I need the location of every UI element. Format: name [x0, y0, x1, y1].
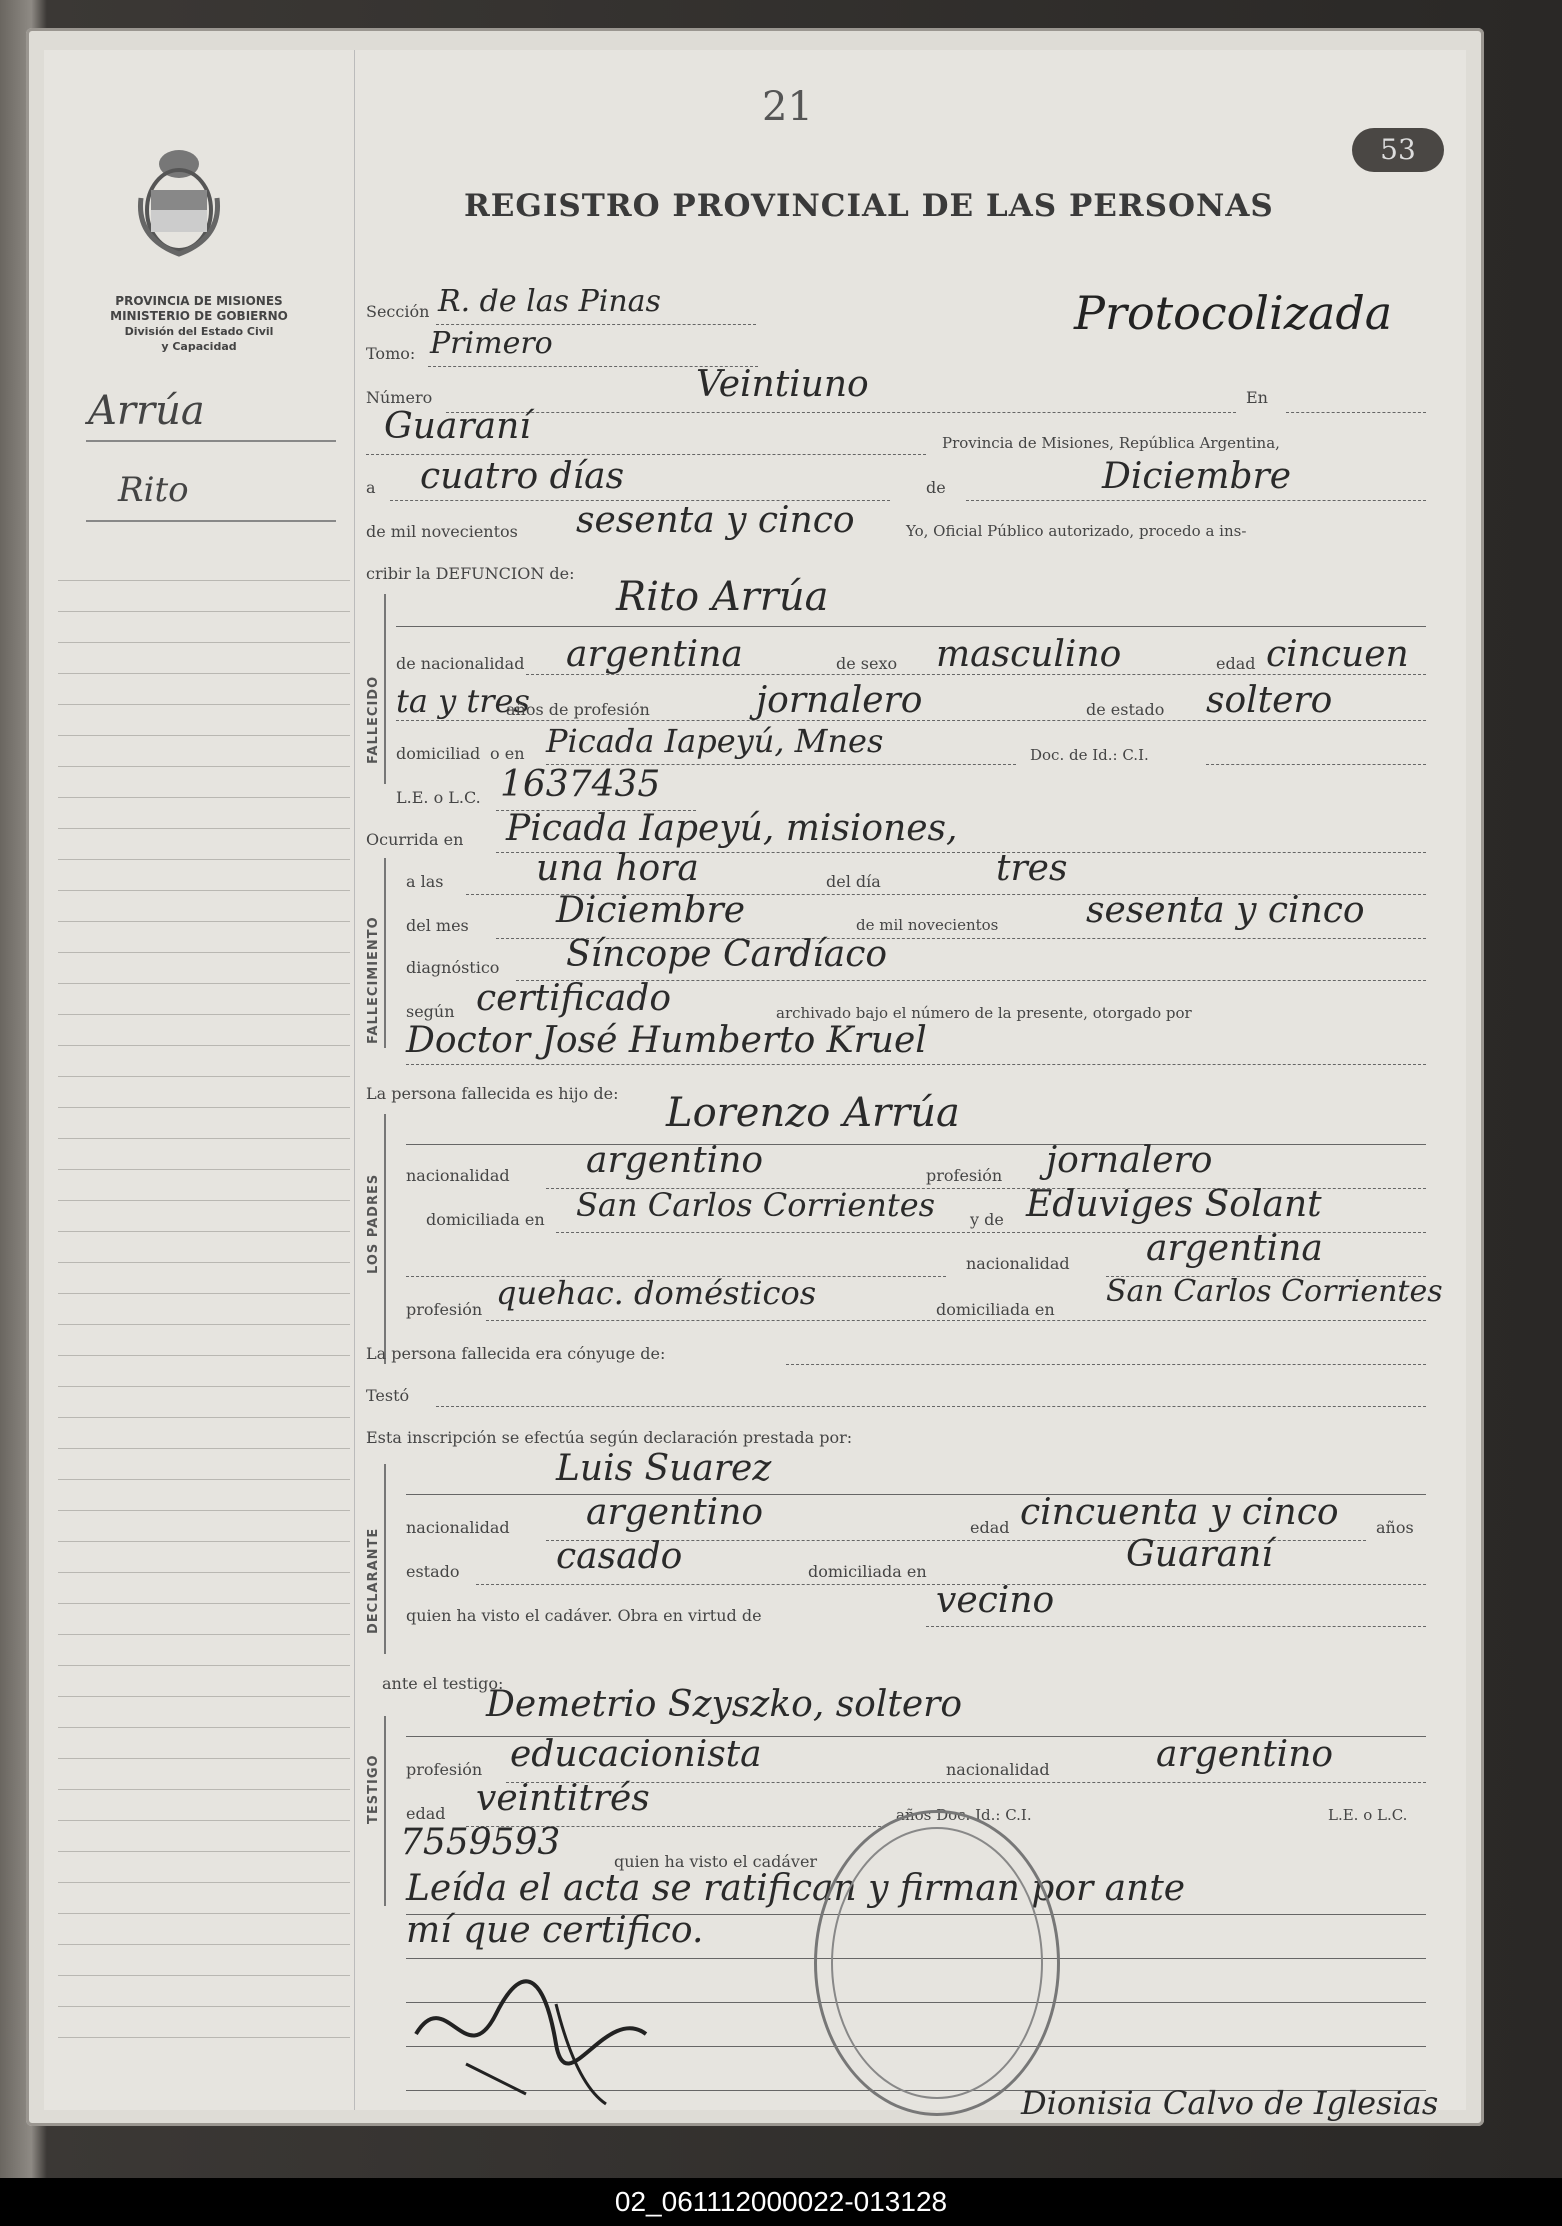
hijo-label: La persona fallecida es hijo de: [366, 1084, 619, 1103]
register-page-inner [44, 50, 1466, 2122]
profesion-value: jornalero [756, 680, 923, 721]
declarante-bracket [384, 1464, 386, 1654]
testigo-label: ante el testigo: [382, 1674, 504, 1693]
testigo-le-label: L.E. o L.C. [1328, 1806, 1408, 1824]
domicilio-label: domiciliad [396, 744, 481, 763]
issuing-office [64, 294, 334, 354]
office-line-4: y Capacidad [161, 340, 237, 353]
testigo-edad-label: edad [406, 1804, 446, 1823]
testigo-nacionalidad-value: argentino [1156, 1734, 1334, 1775]
anio-value: sesenta y cinco [576, 500, 855, 541]
alas-label: a las [406, 872, 444, 891]
office-line-1: PROVINCIA DE MISIONES [115, 294, 283, 308]
domicilio-en: o en [490, 744, 525, 763]
declarante-nacionalidad-label: nacionalidad [406, 1518, 510, 1537]
fallecido-name: Rito Arrúa [616, 574, 829, 620]
sexo-label: de sexo [836, 654, 898, 673]
page-number: 21 [762, 84, 813, 130]
a-label: a [366, 478, 376, 497]
official-seal-inner [831, 1827, 1043, 2099]
dia2-value: tres [996, 848, 1068, 889]
side-label-declarante: DECLARANTE [366, 1527, 381, 1634]
padre-profesion-label: profesión [926, 1166, 1003, 1185]
fill-line [446, 412, 1236, 413]
segun-value: certificado [476, 978, 672, 1019]
margin-line [86, 440, 336, 442]
fill-line [396, 720, 1426, 721]
side-label-testigo: TESTIGO [366, 1754, 381, 1824]
testigo-profesion-label: profesión [406, 1760, 483, 1779]
margin-surname: Arrúa [88, 388, 205, 434]
nacionalidad-label: de nacionalidad [396, 654, 525, 673]
ruled-lines [58, 550, 350, 2060]
edad-label: edad [1216, 654, 1256, 673]
madre-domicilio-label: domiciliada en [936, 1300, 1055, 1319]
estado-label: de estado [1086, 700, 1165, 719]
declarante-visto-label: quien ha visto el cadáver. Obra en virtud de [406, 1606, 762, 1625]
edad-value-1: cincuen [1266, 634, 1409, 675]
madre-value: Eduviges Solant [1026, 1184, 1322, 1225]
page-title: REGISTRO PROVINCIAL DE LAS PERSONAS [464, 188, 1274, 224]
milnov-label: de mil novecientos [856, 916, 999, 934]
fill-line [1206, 764, 1426, 765]
image-caption: 02_061112000022-013128 [0, 2178, 1562, 2226]
provincia-text: Provincia de Misiones, República Argentina, [942, 434, 1280, 452]
padre-profesion-value: jornalero [1046, 1140, 1213, 1181]
leida-text-2: mí que certifico. [406, 1910, 704, 1951]
fill-line [966, 500, 1426, 501]
declarante-estado-label: estado [406, 1562, 460, 1581]
testigo-edad-value: veintitrés [476, 1778, 650, 1819]
domicilio-value: Picada Iapeyú, Mnes [546, 722, 884, 760]
declarante-value: Luis Suarez [556, 1448, 772, 1489]
testigo-value: Demetrio Szyszko, soltero [486, 1684, 963, 1725]
fill-line [406, 1144, 1426, 1145]
padre-nacionalidad-value: argentino [586, 1140, 764, 1181]
madre-nacionalidad-label: nacionalidad [966, 1254, 1070, 1273]
inscripcion-text: Esta inscripción se efectúa según declaración prestada por: [366, 1428, 853, 1447]
tomo-value: Primero [430, 326, 553, 361]
anio2-value: sesenta y cinco [1086, 890, 1365, 931]
padre-value: Lorenzo Arrúa [666, 1090, 960, 1136]
segun-label: según [406, 1002, 455, 1021]
fill-line [406, 1064, 1426, 1065]
padre-domicilio-label: domiciliada en [426, 1210, 545, 1229]
protocol-annotation: Protocolizada [1074, 286, 1393, 340]
declarante-domicilio-value: Guaraní [1126, 1534, 1273, 1575]
declarante-visto-value: vecino [936, 1580, 1055, 1621]
margin-line [86, 520, 336, 522]
nacionalidad-value: argentina [566, 634, 743, 675]
madre-domicilio-value: San Carlos Corrientes [1106, 1274, 1443, 1309]
leida-text-1: Leída el acta se ratifican y firman por ante [406, 1868, 1186, 1909]
index-column [44, 50, 355, 2110]
official-seal-icon [814, 1810, 1060, 2116]
profesion-label: años de profesión [506, 700, 650, 719]
de-label: de [926, 478, 946, 497]
side-label-fallecimiento: FALLECIMIENTO [366, 916, 381, 1044]
fill-line [786, 1364, 1426, 1365]
diag-value: Síncope Cardíaco [566, 934, 888, 975]
office-line-3: División del Estado Civil [124, 325, 274, 338]
doc-label: Doc. de Id.: C.I. [1030, 746, 1149, 764]
office-line-2: MINISTERIO DE GOBIERNO [110, 309, 288, 323]
delmes-label: del mes [406, 916, 469, 935]
fallecido-bracket [384, 594, 386, 784]
declarante-estado-value: casado [556, 1536, 683, 1577]
tomo-label: Tomo: [366, 344, 416, 363]
conyuge-label: La persona fallecida era cónyuge de: [366, 1344, 666, 1363]
seccion-label: Sección [366, 302, 430, 321]
register-page [26, 28, 1484, 2126]
fill-line [366, 454, 926, 455]
fill-line [396, 626, 1426, 627]
diag-label: diagnóstico [406, 958, 500, 977]
testigo-le-value: 7559593 [400, 1822, 561, 1863]
sexo-value: masculino [936, 634, 1122, 675]
archivado-text: archivado bajo el número de la presente, otorgado por [776, 1004, 1192, 1022]
testo-label: Testó [366, 1386, 410, 1405]
side-label-fallecido: FALLECIDO [366, 675, 381, 764]
declarante-edad-value: cincuenta y cinco [1020, 1492, 1339, 1533]
testigo-profesion-value: educacionista [510, 1734, 762, 1775]
estado-value: soltero [1206, 680, 1333, 721]
declarante-nacionalidad-value: argentino [586, 1492, 764, 1533]
mes2-value: Diciembre [556, 890, 746, 931]
testigo-visto-label: quien ha visto el cadáver [614, 1852, 818, 1871]
padre-domicilio-value: San Carlos Corrientes [576, 1186, 936, 1224]
fill-line [1286, 412, 1426, 413]
fill-line [436, 324, 756, 325]
ocurrida-value: Picada Iapeyú, misiones, [506, 808, 958, 849]
coat-of-arms-icon [136, 138, 222, 258]
padre-nacionalidad-label: nacionalidad [406, 1166, 510, 1185]
dia-value: cuatro días [420, 456, 625, 497]
numero-label: Número [366, 388, 433, 407]
numero-value: Veintiuno [696, 364, 869, 405]
madre-nacionalidad-value: argentina [1146, 1228, 1323, 1269]
doctor-value: Doctor José Humberto Kruel [406, 1020, 927, 1061]
edad-value-2: ta y tres [396, 682, 530, 720]
seccion-value: R. de las Pinas [438, 284, 661, 319]
testigo-bracket [384, 1716, 386, 1906]
testigo-doc-label: años Doc. Id.: C.I. [896, 1806, 1032, 1824]
fill-line [486, 1320, 1426, 1321]
fallecimiento-bracket [384, 858, 386, 1048]
ocurrida-label: Ocurrida en [366, 830, 464, 849]
hora-value: una hora [536, 848, 699, 889]
deldia-label: del día [826, 872, 881, 891]
mes-value: Diciembre [1102, 456, 1292, 497]
oficial-text: Yo, Oficial Público autorizado, procedo a ins- [906, 522, 1247, 540]
fill-line [526, 674, 1426, 675]
mil-label: de mil novecientos [366, 522, 518, 541]
fill-line [926, 1626, 1426, 1627]
place-value: Guaraní [384, 406, 531, 447]
margin-given-name: Rito [118, 470, 189, 510]
anos-label: años [1376, 1518, 1414, 1537]
madre-profesion-value: quehac. domésticos [496, 1274, 817, 1312]
y-de-label: y de [970, 1210, 1004, 1229]
testigo-nacionalidad-label: nacionalidad [946, 1760, 1050, 1779]
le-value: 1637435 [500, 764, 661, 805]
side-label-padres: LOS PADRES [366, 1173, 381, 1274]
oficial-signature: Dionisia Calvo de Iglesias [1021, 2084, 1439, 2122]
witness-signature-icon [406, 1964, 666, 2114]
fill-line [436, 1406, 1426, 1407]
folio-stamp: 53 [1352, 128, 1444, 172]
declarante-domicilio-label: domiciliada en [808, 1562, 927, 1581]
en-label: En [1246, 388, 1268, 407]
madre-profesion-label: profesión [406, 1300, 483, 1319]
cribir-text: cribir la DEFUNCION de: [366, 564, 575, 583]
declarante-edad-label: edad [970, 1518, 1010, 1537]
le-label: L.E. o L.C. [396, 788, 481, 807]
padres-bracket [384, 1114, 386, 1364]
